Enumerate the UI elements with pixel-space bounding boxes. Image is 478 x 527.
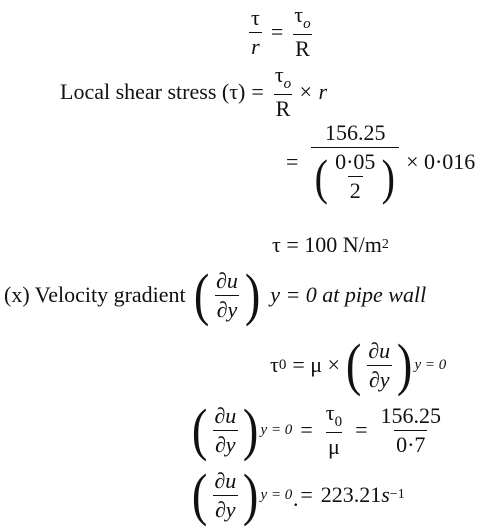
equation-gradient-substitution: ( $\frac{\partial u}{\partial y}$ ) y = 0 = $\frac{\tau_0}{\mu}$ = $\frac{156.25}{0\cdot 7}$ [191,397,441,462]
fraction-numeric-gradient: $\frac{156.25}{0\cdot 7}$ [380,402,441,457]
equation-result-shear-stress: τ = 100 N/m 2 [272,232,389,257]
equation-local-shear-stress: Local shear stress (τ) = $\frac{\tau_o}{R}$ × r [60,62,328,121]
fraction-du-dy: $\frac{\partial u}{\partial y}$ [214,467,237,522]
fraction-tau0-over-mu: $\frac{\tau_0}{\mu}$ [325,400,343,459]
equation-ratio: $\frac{\tau}{r}$ = $\frac{\tau_o}{R}$ [251,2,311,61]
fraction-diameter-half: $\frac{0\cdot 05}{2}$ [335,149,376,203]
equation-wall-shear: τ 0 = μ × ( $\frac{\partial u}{\partial y}$ ) y = 0 [270,332,447,397]
fraction-du-dy: $\frac{\partial u}{\partial y}$ [368,337,391,392]
fraction-numeric: 156.25 ( $\frac{0\cdot 05}{2}$ ) [311,120,399,204]
equation-velocity-gradient-heading: (x) Velocity gradient ( $\frac{\partial u}{\partial y}$ ) y = 0 at pipe wall [4,262,427,327]
fraction-du-dy: $\frac{\partial u}{\partial y}$ [214,402,237,457]
fraction-du-dy: $\frac{\partial u}{\partial y}$ [215,267,238,322]
fraction-tau0-over-R: $\frac{\tau_o}{R}$ [294,2,311,61]
equation-gradient-result: ( $\frac{\partial u}{\partial y}$ ) y = 0 = 223.21 s −1 . [191,462,405,527]
fraction-tau-over-r: $\frac{\tau}{r}$ [251,4,260,59]
fraction-tau0-over-R: $\frac{\tau_o}{R}$ [274,62,292,121]
equation-substitution: = 156.25 ( $\frac{0\cdot 05}{2}$ ) × 0·016 [286,120,476,205]
